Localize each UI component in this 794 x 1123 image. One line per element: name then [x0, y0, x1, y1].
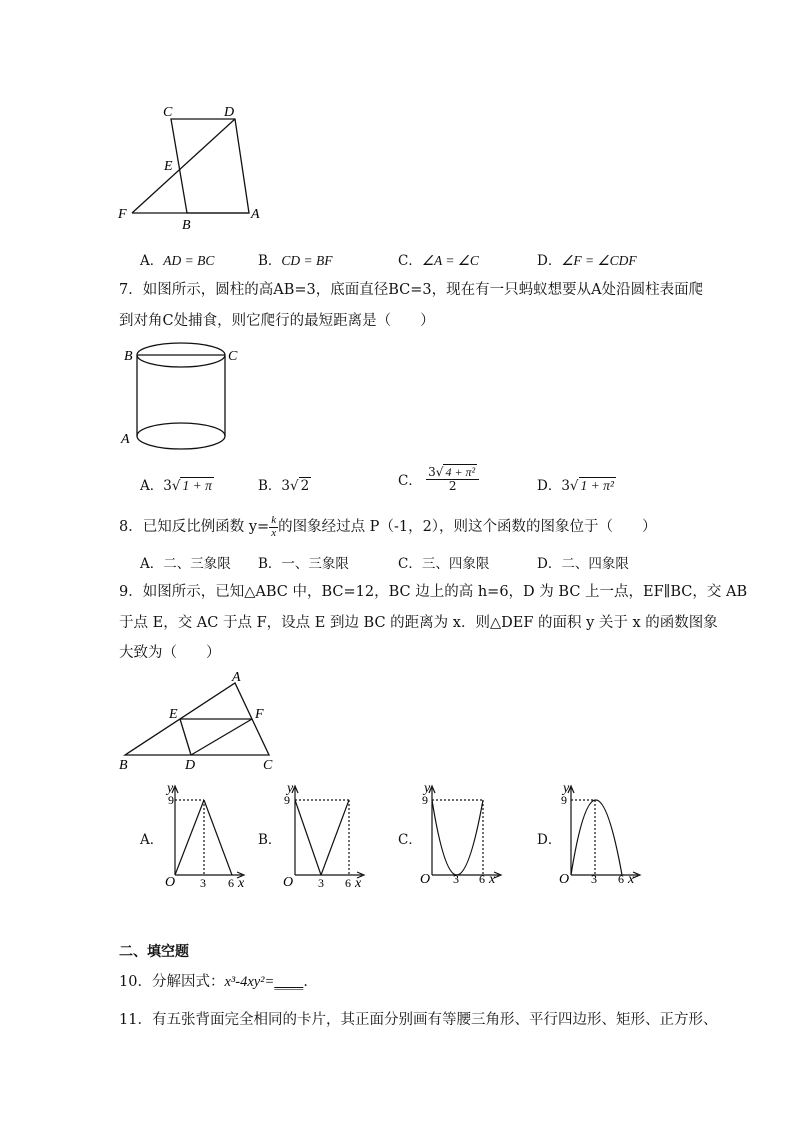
q9-option-b-label: B． [258, 832, 282, 848]
answer-blank: ____ [274, 974, 304, 990]
q9-line2: 于点 E，交 AC 于点 F，设点 E 到边 BC 的距离为 x．则△DEF 的面积 y 关于 x 的函数图象 [119, 615, 718, 631]
q8-option-c: C．三、四象限 [398, 556, 490, 572]
svg-text:3: 3 [453, 872, 459, 886]
q9-line1: 9．如图所示，已知△ABC 中，BC=12，BC 边上的高 h=6，D 为 BC 上一点，EF∥BC，交 AB [119, 584, 748, 600]
q6-option-b: B．CD = BF [258, 253, 333, 269]
q7-option-c: C． $\frac{\text{3√ 4 + π²}}{2}$ [398, 466, 479, 492]
svg-text:3: 3 [200, 876, 206, 890]
cyl-label-a: A [121, 432, 130, 447]
tri-label-f: F [255, 707, 264, 722]
svg-text:6: 6 [345, 876, 351, 890]
q9-option-a-label: A． [140, 832, 164, 848]
svg-text:O: O [283, 875, 294, 890]
q6-option-d: D．∠F = ∠CDF [537, 253, 637, 269]
q6-option-c: C．∠A = ∠C [398, 253, 479, 269]
svg-text:6: 6 [479, 872, 485, 886]
tri-label-e: E [169, 707, 178, 722]
q7-option-d: D．3√ 1 + π² [537, 478, 614, 494]
svg-text:x: x [355, 876, 362, 891]
svg-text:6: 6 [618, 872, 624, 886]
tri-label-b: B [119, 758, 128, 773]
q9-line3: 大致为（ ） [119, 645, 221, 661]
svg-text:y: y [424, 781, 431, 796]
q8-stem: 8．已知反比例函数 y= $\frac{k}{x}$ 的图象经过点 P（-1，2），则这个函数的图象位于（ ） [119, 514, 657, 539]
svg-text:O: O [559, 872, 570, 887]
label-f: F [118, 207, 127, 222]
svg-text:3: 3 [591, 872, 597, 886]
svg-text:3: 3 [318, 876, 324, 890]
svg-text:x: x [628, 872, 635, 887]
svg-text:O: O [420, 872, 431, 887]
q7-option-a: A．3√ 1 + π [140, 478, 212, 494]
q9-option-c-label: C． [398, 832, 422, 848]
label-d: D [224, 105, 235, 120]
cyl-label-b: B [124, 349, 133, 364]
svg-text:y: y [167, 781, 174, 796]
q8-option-d: D．二、四象限 [537, 556, 629, 572]
svg-text:O: O [165, 875, 176, 890]
svg-text:x: x [238, 876, 245, 891]
triangle-figure [115, 668, 285, 773]
q8-option-a: A．二、三象限 [140, 556, 231, 572]
svg-text:9: 9 [168, 793, 174, 807]
svg-text:9: 9 [561, 793, 567, 807]
label-b: B [182, 218, 191, 233]
section-title: 二、填空题 [119, 944, 189, 960]
graph-c [417, 780, 507, 892]
label-e: E [164, 159, 173, 174]
q11-line1: 11．有五张背面完全相同的卡片，其正面分别画有等腰三角形、平行四边形、矩形、正方形、 [119, 1012, 718, 1028]
tri-label-a: A [232, 670, 241, 685]
cylinder-figure [118, 340, 248, 460]
graph-a [160, 780, 250, 892]
q9-option-d-label: D． [537, 832, 562, 848]
svg-text:9: 9 [422, 793, 428, 807]
cyl-label-c: C [228, 349, 238, 364]
tri-label-c: C [263, 758, 273, 773]
svg-text:9: 9 [284, 793, 290, 807]
parallelogram-figure [112, 100, 272, 235]
q7-line2: 到对角C处捕食，则它爬行的最短距离是（ ） [119, 313, 435, 329]
q10-stem: 10．分解因式：x³-4xy²=____． [119, 974, 318, 990]
q8-option-b: B．一、三象限 [258, 556, 349, 572]
svg-text:x: x [489, 872, 496, 887]
svg-text:y: y [287, 781, 294, 796]
q6-option-a: A．AD = BC [140, 253, 215, 269]
q7-option-b: B．3√ 2 [258, 478, 310, 494]
tri-label-d: D [185, 758, 196, 773]
label-a: A [251, 207, 260, 222]
q7-line1: 7．如图所示，圆柱的高AB=3，底面直径BC=3，现在有一只蚂蚁想要从A处沿圆柱表面爬 [119, 282, 704, 298]
svg-text:6: 6 [228, 876, 234, 890]
graph-d [556, 780, 646, 892]
label-c: C [163, 105, 173, 120]
svg-text:y: y [563, 781, 570, 796]
graph-b [280, 780, 370, 892]
